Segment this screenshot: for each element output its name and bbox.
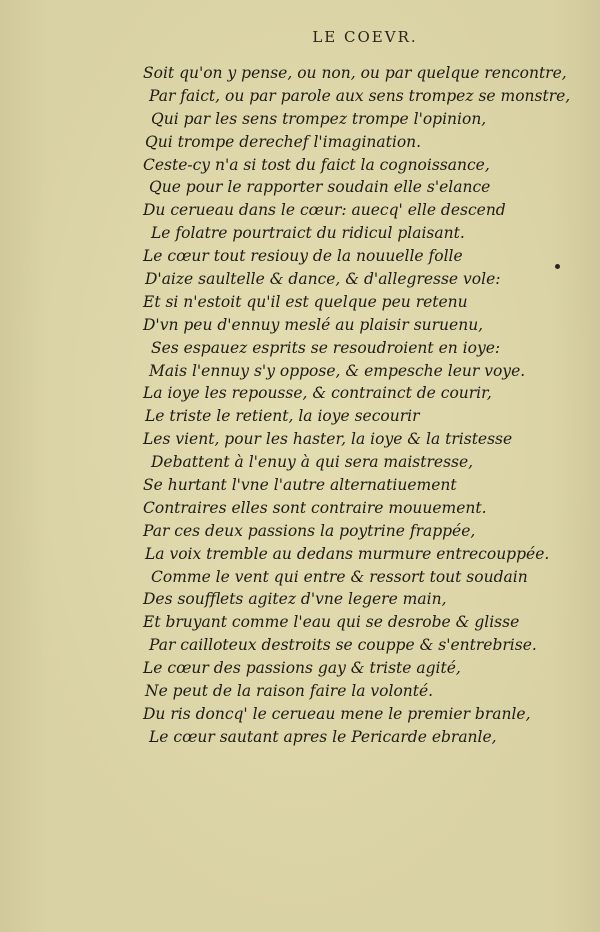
ink-speck	[555, 264, 560, 269]
poem-text	[143, 62, 571, 749]
poem-line: Mais l'ennuy s'y oppose, & empesche leur voye.	[149, 361, 526, 380]
poem-line: Le triste le retient, la ioye secourir	[145, 407, 420, 426]
poem-line: La ioye les repousse, & contrainct de courir,	[143, 384, 492, 403]
poem-line: Les vient, pour les haster, la ioye & la tristesse	[143, 430, 513, 449]
poem-line: Par cailloteux destroits se couppe & s'entrebrise.	[149, 636, 537, 655]
poem-line: Soit qu'on y pense, ou non, ou par quelque rencontre,	[143, 64, 567, 82]
poem-line: Contraires elles sont contraire mouuement.	[143, 498, 487, 517]
poem-line: Le cœur des passions gay & triste agité,	[143, 659, 461, 678]
poem-line: La voix tremble au dedans murmure entrecouppée.	[145, 544, 550, 563]
poem-line: Se hurtant l'vne l'autre alternatiuement	[143, 476, 457, 495]
poem-line: Du cerueau dans le cœur: auecq' elle descend	[143, 201, 506, 220]
poem-line: D'aize saultelle & dance, & d'allegresse vole:	[145, 270, 501, 289]
poem-line: Que pour le rapporter soudain elle s'elance	[149, 178, 491, 197]
poem-line: Par faict, ou par parole aux sens trompez se monstre,	[149, 86, 571, 105]
poem-line: Le folatre pourtraict du ridicul plaisant.	[151, 224, 465, 243]
poem-line: D'vn peu d'ennuy meslé au plaisir suruenu,	[143, 315, 484, 334]
poem-line: Comme le vent qui entre & ressort tout soudain	[151, 567, 528, 586]
poem-line: Le cœur tout resiouy de la nouuelle folle	[143, 247, 463, 266]
poem-line: Ceste-cy n'a si tost du faict la cognoissance,	[143, 155, 490, 174]
poem-line: Et bruyant comme l'eau qui se desrobe & glisse	[143, 613, 520, 632]
poem-line: Ses espauez esprits se resoudroient en ioye:	[151, 338, 501, 357]
poem-line: Du ris doncq' le cerueau mene le premier branle,	[143, 704, 531, 723]
poem-line: Qui par les sens trompez trompe l'opinion,	[151, 109, 487, 128]
poem-line: Qui trompe derechef l'imagination.	[145, 132, 422, 151]
poem-line: Ne peut de la raison faire la volonté.	[145, 682, 434, 701]
poem-line: Par ces deux passions la poytrine frappée,	[143, 521, 476, 540]
poem-line: Le cœur sautant apres le Pericarde ebranle,	[149, 727, 497, 746]
running-head: LE COEVR.	[312, 28, 418, 46]
poem-line: Des soufflets agitez d'vne legere main,	[143, 590, 447, 609]
poem-line: Debattent à l'enuy à qui sera maistresse,	[151, 453, 474, 472]
poem-line: Et si n'estoit qu'il est quelque peu retenu	[143, 292, 468, 311]
